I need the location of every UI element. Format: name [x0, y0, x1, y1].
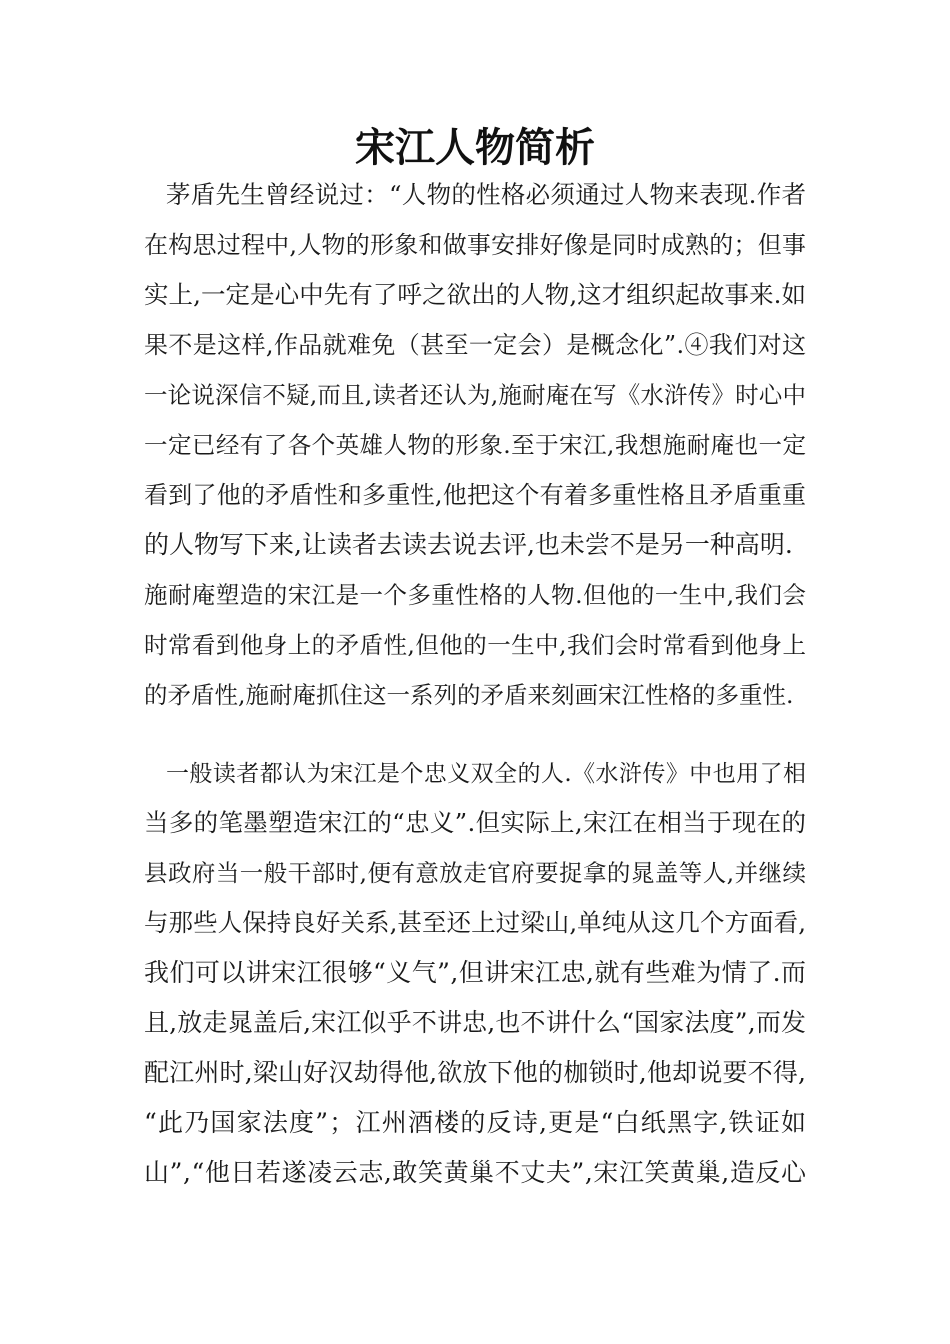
paragraph-line: 我们可以讲宋江很够“义气”,但讲宋江忠,就有些难为情了.而	[144, 958, 807, 987]
paragraph-line: 实上,一定是心中先有了呼之欲出的人物,这才组织起故事来.如	[144, 280, 807, 309]
document-title: 宋江人物简析	[355, 124, 595, 171]
paragraph-line: 一定已经有了各个英雄人物的形象.至于宋江,我想施耐庵也一定	[144, 431, 807, 459]
paragraph-line: 在构思过程中,人物的形象和做事安排好像是同时成熟的；但事	[144, 231, 807, 259]
paragraph-line: 当多的笔墨塑造宋江的“忠义”.但实际上,宋江在相当于现在的	[144, 808, 807, 837]
paragraph-line: 县政府当一般干部时,便有意放走官府要捉拿的晁盖等人,并继续	[144, 859, 807, 887]
paragraph-line: 时常看到他身上的矛盾性,但他的一生中,我们会时常看到他身上	[144, 631, 807, 659]
paragraph-line: 的人物写下来,让读者去读去说去评,也未尝不是另一种高明.	[144, 530, 793, 559]
paragraph-line: “此乃国家法度”；江州酒楼的反诗,更是“白纸黑字,铁证如	[144, 1108, 808, 1137]
paragraph-line: 一般读者都认为宋江是个忠义双全的人.《水浒传》中也用了相	[166, 761, 807, 787]
paragraph-line: 山”,“他日若遂凌云志,敢笑黄巢不丈夫”,宋江笑黄巢,造反心	[144, 1158, 807, 1187]
paragraph-line: 茅盾先生曾经说过：“人物的性格必须通过人物来表现.作者	[166, 180, 807, 209]
paragraph-line: 施耐庵塑造的宋江是一个多重性格的人物.但他的一生中,我们会	[144, 581, 807, 609]
paragraph-line: 与那些人保持良好关系,甚至还上过梁山,单纯从这几个方面看,	[144, 908, 807, 937]
paragraph-line: 的矛盾性,施耐庵抓住这一系列的矛盾来刻画宋江性格的多重性.	[144, 681, 794, 709]
paragraph-line: 看到了他的矛盾性和多重性,他把这个有着多重性格且矛盾重重	[144, 481, 807, 509]
paragraph-line: 配江州时,梁山好汉劫得他,欲放下他的枷锁时,他却说要不得,	[144, 1058, 807, 1087]
paragraph-line: 果不是这样,作品就难免（甚至一定会）是概念化”.④我们对这	[144, 331, 807, 359]
paragraph-line: 一论说深信不疑,而且,读者还认为,施耐庵在写《水浒传》时心中	[144, 381, 807, 409]
paragraph-line: 且,放走晁盖后,宋江似乎不讲忠,也不讲什么“国家法度”,而发	[144, 1008, 807, 1037]
